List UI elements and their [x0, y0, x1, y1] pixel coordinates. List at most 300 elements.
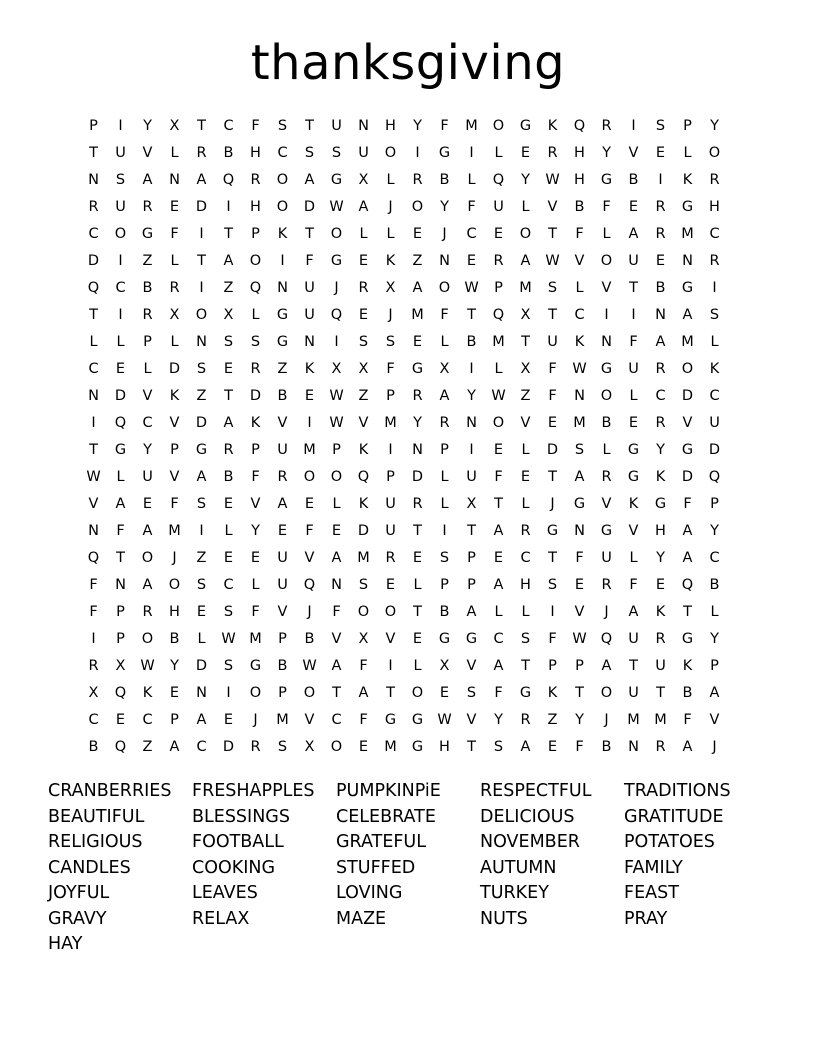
grid-row: [80, 437, 728, 464]
grid-letter: F: [683, 496, 692, 512]
grid-letter: V: [601, 496, 612, 512]
grid-letter: S: [358, 577, 369, 593]
grid-letter: M: [276, 712, 289, 728]
grid-letter: W: [572, 631, 587, 647]
grid-letter: B: [574, 199, 585, 215]
grid-letter: I: [118, 118, 123, 134]
grid-letter: K: [358, 442, 369, 458]
grid-letter: T: [305, 226, 314, 242]
grid-letter: N: [88, 172, 99, 188]
grid-letter: P: [710, 496, 719, 512]
grid-letter: T: [683, 604, 692, 620]
grid-letter: T: [224, 226, 233, 242]
grid-letter: H: [385, 118, 396, 134]
grid-letter: I: [118, 253, 123, 269]
grid-letter: W: [545, 172, 560, 188]
grid-letter: L: [116, 469, 125, 485]
grid-letter: O: [411, 685, 424, 701]
grid-letter: Q: [600, 631, 613, 647]
grid-letter: S: [331, 145, 342, 161]
grid-letter: B: [628, 172, 639, 188]
grid-letter: R: [142, 307, 153, 323]
grid-letter: P: [386, 469, 395, 485]
grid-letter: O: [249, 253, 262, 269]
word-list-item: CELEBRATE: [336, 806, 436, 827]
grid-letter: B: [277, 388, 288, 404]
grid-letter: V: [547, 199, 558, 215]
grid-letter: D: [168, 361, 181, 377]
grid-letter: R: [412, 172, 423, 188]
grid-letter: P: [251, 226, 260, 242]
word-list-item: TRADITIONS: [624, 781, 731, 801]
grid-letter: F: [575, 550, 584, 566]
grid-letter: S: [223, 334, 234, 350]
grid-letter: G: [141, 226, 154, 242]
grid-letter: G: [681, 280, 694, 296]
grid-letter: E: [196, 604, 207, 620]
grid-letter: R: [250, 361, 261, 377]
grid-letter: F: [683, 712, 692, 728]
grid-letter: C: [331, 712, 342, 728]
grid-letter: W: [491, 388, 506, 404]
grid-letter: U: [628, 253, 639, 269]
grid-letter: L: [116, 334, 125, 350]
grid-row: [80, 572, 728, 599]
grid-letter: G: [438, 631, 451, 647]
grid-letter: W: [221, 631, 236, 647]
grid-letter: B: [709, 577, 720, 593]
grid-row: [80, 599, 728, 626]
grid-letter: O: [114, 226, 127, 242]
grid-letter: V: [250, 496, 261, 512]
grid-letter: W: [437, 712, 452, 728]
word-list-item: FOOTBALL: [192, 832, 284, 852]
grid-row: [80, 383, 728, 410]
grid-letter: S: [358, 334, 369, 350]
grid-letter: W: [329, 388, 344, 404]
grid-letter: F: [170, 496, 179, 512]
grid-letter: K: [628, 496, 639, 512]
grid-letter: A: [142, 523, 153, 539]
grid-letter: M: [384, 415, 397, 431]
grid-letter: Z: [196, 388, 207, 404]
grid-row: [80, 221, 728, 248]
grid-letter: A: [574, 469, 585, 485]
grid-letter: L: [575, 280, 584, 296]
grid-letter: E: [493, 550, 504, 566]
grid-letter: L: [629, 550, 638, 566]
grid-letter: F: [548, 388, 557, 404]
grid-letter: E: [223, 361, 234, 377]
grid-letter: A: [601, 658, 612, 674]
grid-letter: L: [629, 388, 638, 404]
grid-letter: E: [655, 577, 666, 593]
grid-letter: L: [521, 442, 530, 458]
grid-letter: F: [629, 334, 638, 350]
grid-letter: N: [655, 307, 666, 323]
grid-letter: A: [439, 388, 450, 404]
grid-letter: G: [600, 172, 613, 188]
grid-letter: O: [708, 145, 721, 161]
grid-letter: K: [574, 334, 585, 350]
grid-letter: C: [142, 415, 153, 431]
grid-letter: I: [469, 145, 474, 161]
grid-letter: U: [709, 415, 720, 431]
grid-letter: V: [142, 145, 153, 161]
grid-letter: A: [223, 415, 234, 431]
grid-letter: O: [384, 145, 397, 161]
grid-letter: M: [681, 334, 694, 350]
grid-letter: G: [519, 685, 532, 701]
grid-letter: G: [330, 253, 343, 269]
grid-letter: L: [197, 631, 206, 647]
grid-letter: L: [440, 469, 449, 485]
grid-letter: H: [574, 145, 585, 161]
grid-letter: B: [601, 415, 612, 431]
grid-letter: C: [493, 631, 504, 647]
grid-letter: B: [682, 685, 693, 701]
grid-letter: O: [168, 577, 181, 593]
grid-letter: D: [708, 442, 721, 458]
grid-letter: B: [277, 658, 288, 674]
grid-letter: O: [249, 685, 262, 701]
grid-letter: E: [385, 577, 396, 593]
grid-letter: W: [329, 415, 344, 431]
grid-letter: L: [251, 307, 260, 323]
grid-letter: X: [169, 118, 180, 134]
grid-letter: U: [628, 685, 639, 701]
grid-letter: L: [170, 253, 179, 269]
grid-letter: B: [223, 145, 234, 161]
grid-letter: A: [466, 604, 477, 620]
grid-letter: R: [88, 199, 99, 215]
grid-letter: T: [305, 118, 314, 134]
grid-letter: A: [493, 577, 504, 593]
grid-letter: T: [413, 523, 422, 539]
grid-letter: H: [250, 145, 261, 161]
grid-letter: E: [304, 496, 315, 512]
grid-letter: Q: [249, 280, 262, 296]
grid-letter: S: [304, 145, 315, 161]
grid-letter: Y: [710, 523, 719, 539]
grid-letter: A: [520, 739, 531, 755]
grid-letter: G: [411, 739, 424, 755]
grid-letter: L: [440, 496, 449, 512]
grid-letter: J: [388, 307, 393, 323]
grid-letter: O: [600, 388, 613, 404]
grid-letter: K: [682, 658, 693, 674]
grid-letter: I: [631, 118, 636, 134]
grid-letter: Y: [656, 550, 665, 566]
grid-letter: X: [439, 361, 450, 377]
grid-letter: I: [469, 361, 474, 377]
grid-letter: X: [358, 631, 369, 647]
grid-row: [80, 491, 728, 518]
grid-letter: U: [142, 469, 153, 485]
grid-letter: E: [439, 685, 450, 701]
grid-letter: T: [89, 442, 98, 458]
grid-letter: N: [88, 523, 99, 539]
grid-letter: E: [223, 712, 234, 728]
grid-letter: U: [115, 145, 126, 161]
grid-letter: T: [224, 388, 233, 404]
grid-letter: L: [494, 604, 503, 620]
grid-letter: L: [602, 442, 611, 458]
grid-letter: T: [413, 604, 422, 620]
grid-row: [80, 464, 728, 491]
grid-letter: Q: [114, 739, 127, 755]
grid-letter: R: [601, 118, 612, 134]
word-list: [48, 779, 768, 958]
grid-letter: I: [334, 334, 339, 350]
grid-letter: N: [628, 739, 639, 755]
grid-row: [80, 248, 728, 275]
grid-letter: E: [493, 442, 504, 458]
grid-letter: E: [412, 334, 423, 350]
grid-letter: Q: [330, 307, 343, 323]
grid-letter: I: [550, 604, 555, 620]
grid-letter: E: [358, 253, 369, 269]
grid-letter: B: [169, 631, 180, 647]
grid-letter: J: [442, 226, 447, 242]
grid-letter: E: [223, 550, 234, 566]
grid-letter: L: [521, 604, 530, 620]
grid-letter: L: [386, 172, 395, 188]
grid-letter: Y: [710, 118, 719, 134]
grid-letter: L: [170, 145, 179, 161]
grid-letter: X: [385, 280, 396, 296]
grid-letter: R: [655, 199, 666, 215]
grid-letter: S: [520, 631, 531, 647]
grid-letter: Y: [494, 712, 503, 728]
grid-letter: I: [199, 226, 204, 242]
grid-letter: T: [548, 550, 557, 566]
grid-letter: U: [655, 658, 666, 674]
grid-letter: B: [601, 739, 612, 755]
grid-letter: C: [574, 307, 585, 323]
grid-letter: Q: [114, 415, 127, 431]
word-list-item: RESPECTFUL: [480, 781, 592, 801]
grid-letter: S: [277, 118, 288, 134]
grid-letter: S: [466, 685, 477, 701]
grid-letter: E: [169, 199, 180, 215]
grid-letter: S: [223, 658, 234, 674]
grid-letter: M: [519, 280, 532, 296]
grid-letter: W: [572, 361, 587, 377]
grid-letter: F: [548, 361, 557, 377]
grid-letter: I: [388, 442, 393, 458]
grid-letter: P: [251, 442, 260, 458]
grid-letter: R: [520, 523, 531, 539]
grid-letter: E: [493, 226, 504, 242]
grid-letter: B: [466, 334, 477, 350]
grid-letter: E: [142, 496, 153, 512]
word-list-item: BLESSINGS: [192, 806, 290, 827]
grid-letter: A: [331, 550, 342, 566]
grid-letter: G: [384, 712, 397, 728]
grid-letter: I: [118, 307, 123, 323]
grid-letter: C: [142, 712, 153, 728]
grid-letter: T: [521, 334, 530, 350]
grid-letter: Z: [520, 388, 531, 404]
grid-letter: L: [467, 172, 476, 188]
grid-letter: A: [682, 307, 693, 323]
grid-letter: L: [602, 226, 611, 242]
grid-letter: P: [386, 388, 395, 404]
grid-letter: Z: [142, 739, 153, 755]
grid-letter: E: [655, 145, 666, 161]
grid-letter: B: [223, 469, 234, 485]
grid-letter: A: [655, 334, 666, 350]
grid-letter: Y: [413, 118, 422, 134]
word-list-item: NUTS: [480, 908, 528, 929]
grid-letter: Q: [114, 685, 127, 701]
grid-letter: F: [575, 226, 584, 242]
grid-letter: E: [169, 685, 180, 701]
grid-letter: O: [141, 550, 154, 566]
grid-letter: R: [709, 172, 720, 188]
word-list-item: NOVEMBER: [480, 832, 580, 852]
grid-letter: W: [302, 658, 317, 674]
grid-letter: X: [358, 361, 369, 377]
grid-row: [80, 329, 728, 356]
grid-letter: I: [199, 523, 204, 539]
grid-letter: S: [196, 577, 207, 593]
grid-letter: K: [655, 604, 666, 620]
grid-letter: P: [116, 604, 125, 620]
grid-letter: C: [88, 226, 99, 242]
grid-letter: A: [358, 199, 369, 215]
word-list-item: JOYFUL: [48, 883, 110, 903]
word-list-item: STUFFED: [336, 857, 416, 878]
grid-letter: P: [440, 442, 449, 458]
grid-letter: K: [358, 496, 369, 512]
grid-letter: K: [709, 361, 720, 377]
grid-letter: U: [115, 199, 126, 215]
grid-row: [80, 626, 728, 653]
word-list-item: PRAY: [624, 908, 668, 929]
grid-letter: N: [115, 577, 126, 593]
grid-letter: P: [89, 118, 98, 134]
grid-letter: N: [574, 388, 585, 404]
grid-letter: V: [574, 253, 585, 269]
grid-letter: R: [601, 577, 612, 593]
grid-letter: X: [304, 739, 315, 755]
grid-letter: V: [358, 415, 369, 431]
grid-letter: F: [251, 118, 260, 134]
grid-letter: T: [548, 226, 557, 242]
grid-letter: O: [276, 199, 289, 215]
grid-letter: P: [116, 631, 125, 647]
grid-letter: F: [548, 631, 557, 647]
grid-letter: F: [440, 307, 449, 323]
grid-letter: Q: [303, 577, 316, 593]
grid-letter: N: [277, 280, 288, 296]
grid-row: [80, 302, 728, 329]
grid-letter: R: [277, 469, 288, 485]
grid-letter: K: [682, 172, 693, 188]
grid-letter: F: [305, 253, 314, 269]
grid-letter: B: [304, 631, 315, 647]
grid-letter: A: [169, 739, 180, 755]
grid-letter: B: [655, 280, 666, 296]
grid-letter: A: [277, 496, 288, 512]
word-list-item: DELICIOUS: [480, 806, 575, 827]
grid-letter: N: [331, 577, 342, 593]
grid-letter: D: [87, 253, 100, 269]
grid-row: [80, 113, 728, 140]
grid-letter: K: [304, 361, 315, 377]
grid-letter: O: [276, 172, 289, 188]
grid-letter: U: [358, 145, 369, 161]
grid-letter: U: [493, 199, 504, 215]
word-list-item: COOKING: [192, 857, 276, 878]
grid-letter: G: [627, 469, 640, 485]
grid-letter: P: [548, 658, 557, 674]
grid-letter: V: [709, 712, 720, 728]
grid-letter: X: [439, 658, 450, 674]
grid-letter: T: [89, 307, 98, 323]
grid-letter: G: [249, 658, 262, 674]
grid-letter: Q: [708, 469, 721, 485]
grid-letter: G: [411, 712, 424, 728]
grid-letter: R: [385, 550, 396, 566]
grid-letter: M: [384, 739, 397, 755]
grid-letter: K: [250, 415, 261, 431]
grid-letter: R: [547, 145, 558, 161]
grid-letter: G: [276, 307, 289, 323]
grid-letter: R: [520, 712, 531, 728]
grid-letter: J: [253, 712, 258, 728]
grid-letter: S: [547, 280, 558, 296]
grid-letter: A: [682, 739, 693, 755]
grid-letter: D: [195, 415, 208, 431]
grid-letter: J: [307, 604, 312, 620]
grid-letter: S: [115, 172, 126, 188]
grid-letter: L: [710, 334, 719, 350]
grid-letter: O: [492, 415, 505, 431]
grid-letter: Z: [412, 253, 423, 269]
grid-letter: X: [520, 307, 531, 323]
grid-letter: C: [196, 739, 207, 755]
grid-letter: H: [520, 577, 531, 593]
grid-letter: F: [440, 118, 449, 134]
grid-letter: A: [520, 253, 531, 269]
word-list-item: PUMPKINPiE: [336, 781, 441, 801]
grid-letter: R: [412, 496, 423, 512]
word-list-item: CRANBERRIES: [48, 781, 172, 801]
grid-letter: D: [546, 442, 559, 458]
grid-letter: A: [628, 226, 639, 242]
grid-letter: F: [332, 604, 341, 620]
grid-letter: X: [88, 685, 99, 701]
grid-letter: Z: [547, 712, 558, 728]
grid-letter: C: [709, 550, 720, 566]
grid-letter: R: [169, 280, 180, 296]
grid-letter: Y: [467, 388, 476, 404]
grid-letter: P: [710, 658, 719, 674]
grid-letter: I: [91, 415, 96, 431]
grid-letter: T: [467, 739, 476, 755]
grid-letter: K: [277, 226, 288, 242]
grid-letter: H: [574, 172, 585, 188]
grid-letter: X: [466, 496, 477, 512]
grid-letter: I: [388, 658, 393, 674]
grid-letter: D: [357, 523, 370, 539]
grid-letter: U: [385, 523, 396, 539]
grid-letter: N: [412, 442, 423, 458]
grid-letter: G: [600, 361, 613, 377]
